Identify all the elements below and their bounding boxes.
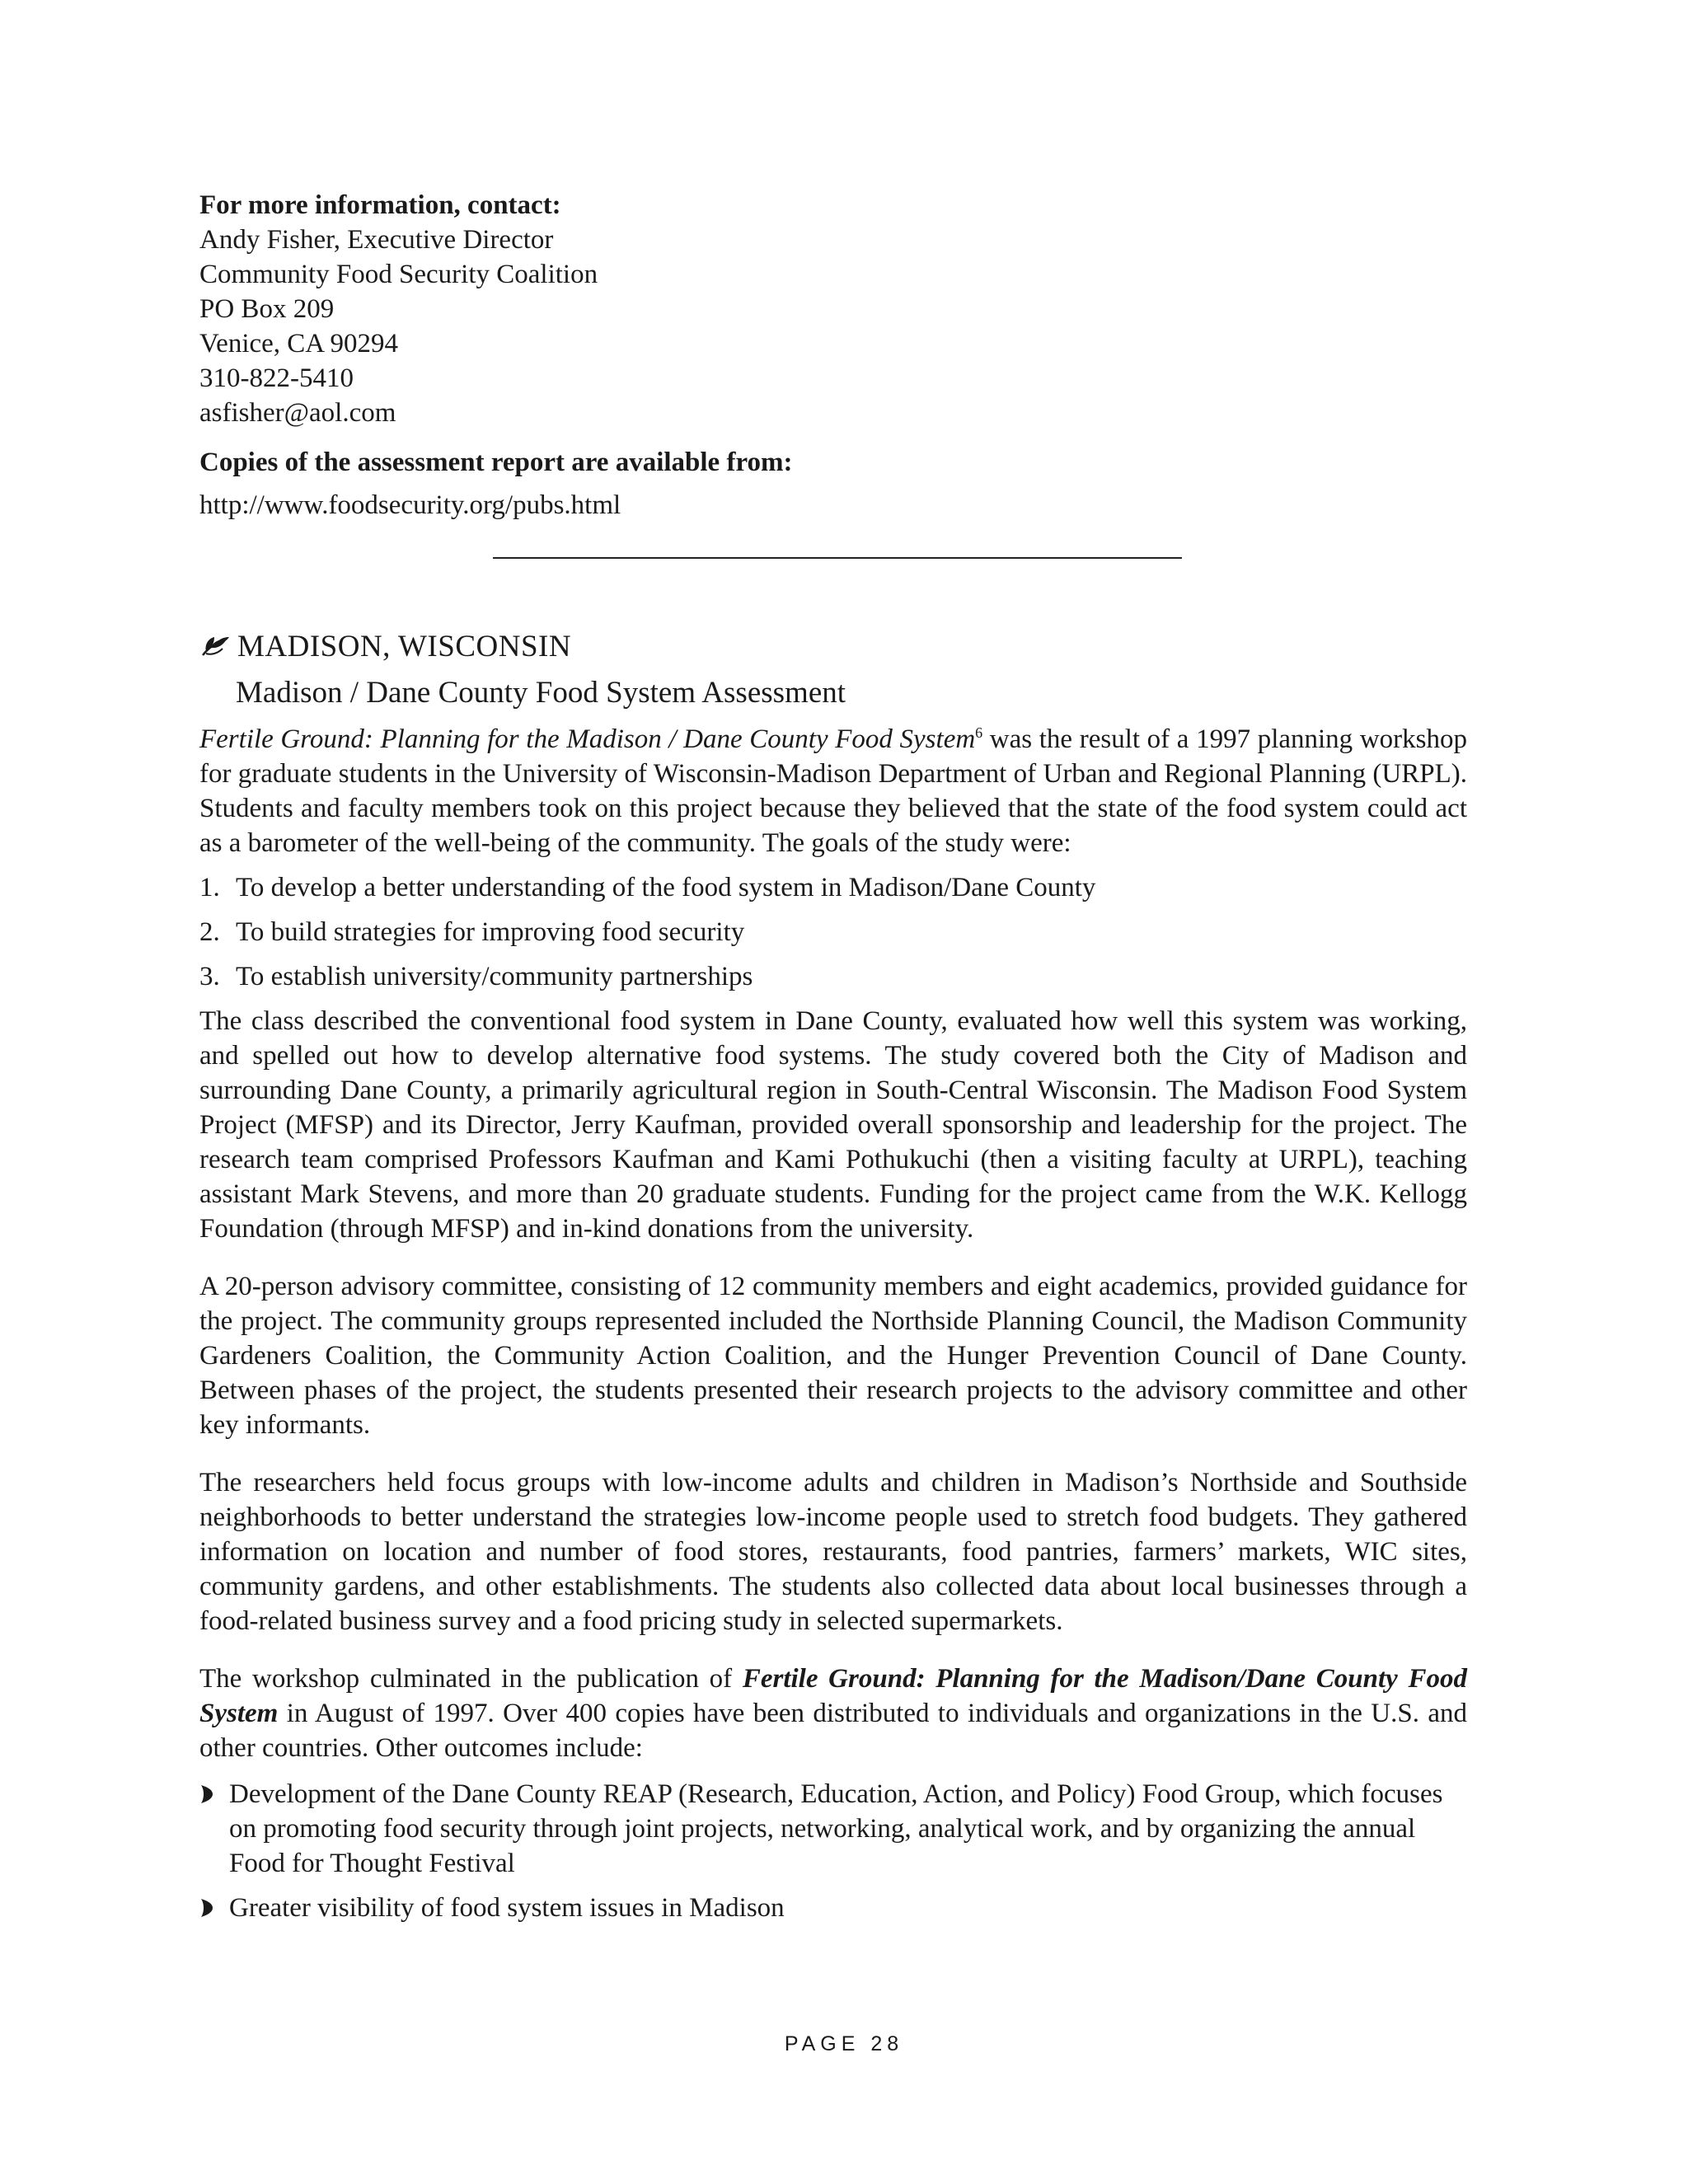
section-title — [199, 628, 1467, 666]
list-item-text: To develop a better understanding of the food system in Madison/Dane County — [236, 873, 1096, 902]
page-content — [199, 188, 1467, 1935]
section-subtitle: Madison / Dane County Food System Assessment — [236, 676, 846, 710]
contact-block — [199, 188, 1467, 430]
paragraph-outcomes-prefix: The workshop culminated in the publication of — [199, 1664, 743, 1694]
paragraph-intro-text: was the result of a 1997 planning workshop for graduate students in the University of Wisconsin-Madison Department of Urban and Regional Planning (URPL). Students and faculty members took on this project because they believed that the state of the food system could act as a barometer of the well-being of the community. The goals of the study were: — [199, 724, 1467, 858]
list-item-number: 1. — [199, 873, 220, 902]
list-item-number: 3. — [199, 962, 220, 991]
list-item — [199, 870, 1467, 905]
contact-email: asfisher@aol.com — [199, 398, 396, 428]
contact-po-box: PO Box 209 — [199, 294, 335, 324]
list-item-text: Greater visibility of food system issues in Madison — [229, 1893, 785, 1923]
paragraph-intro — [199, 722, 1467, 860]
contact-city: Venice, CA 90294 — [199, 329, 399, 359]
paragraph-focus-groups: The researchers held focus groups with low-income adults and children in Madison’s Northside and Southside neighborhoods to better understand the strategies low-income people used to stretch food budgets. They gathered information on location and number of food stores, restaurants, food pantries, farmers’ markets, WIC sites, community gardens, and other establishments. The students also collected data about local businesses through a food-related business survey and a food pricing study in selected supermarkets. — [199, 1468, 1467, 1636]
bullet-icon — [199, 1777, 229, 1881]
list-item-text: Development of the Dane County REAP (Research, Education, Action, and Policy) Food Group, which focuses on promoting food security through joint projects, networking, analytical work, and by organizing the annual Food for Thought Festival — [229, 1779, 1443, 1878]
report-title: Fertile Ground: Planning for the Madison / Dane County Food System — [199, 724, 976, 754]
list-item-text: To establish university/community partnerships — [236, 962, 753, 991]
copies-url: http://www.foodsecurity.org/pubs.html — [199, 490, 621, 520]
page-number: PAGE 28 — [784, 2032, 904, 2055]
list-item — [199, 1777, 1467, 1881]
copies-heading: Copies of the assessment report are available from: — [199, 448, 793, 477]
contact-phone: 310-822-5410 — [199, 363, 354, 393]
list-item-text: To build strategies for improving food security — [236, 917, 745, 947]
paragraph-workshop-outcomes — [199, 1661, 1467, 1765]
contact-heading: For more information, contact: — [199, 190, 561, 220]
section-divider — [493, 557, 1182, 559]
paragraph-class-description: The class described the conventional food system in Dane County, evaluated how well this system was working, and spelled out how to develop alternative food systems. The study covered both the City of Madison and surrounding Dane County, a primarily agricultural region in South-Central Wisconsin. The Madison Food System Project (MFSP) and its Director, Jerry Kaufman, provided overall sponsorship and leadership for the project. The research team comprised Professors Kaufman and Kami Pothukuchi (then a visiting faculty at URPL), teaching assistant Mark Stevens, and more than 20 graduate students. Funding for the project came from the W.K. Kellogg Foundation (through MFSP) and in-kind donations from the university. — [199, 1006, 1467, 1244]
bullet-icon — [199, 1891, 229, 1925]
list-item — [199, 1891, 1467, 1925]
leaf-icon — [199, 630, 232, 663]
contact-organization: Community Food Security Coalition — [199, 260, 598, 289]
list-item-number: 2. — [199, 917, 220, 947]
contact-name: Andy Fisher, Executive Director — [199, 225, 554, 255]
list-item — [199, 959, 1467, 994]
section-title-text: MADISON, WISCONSIN — [237, 630, 572, 663]
publication-title: Fertile Ground: Planning for the Madison/Dane County Food System — [199, 1664, 1467, 1728]
footnote-marker: 6 — [975, 724, 983, 741]
list-item — [199, 915, 1467, 949]
paragraph-outcomes-suffix: in August of 1997. Over 400 copies have been distributed to individuals and organizations in the U.S. and other countries. Other outcomes include: — [199, 1699, 1467, 1763]
paragraph-advisory-committee: A 20-person advisory committee, consisting of 12 community members and eight academics, provided guidance for the project. The community groups represented included the Northside Planning Council, the Madison Community Gardeners Coalition, the Community Action Coalition, and the Hunger Prevention Council of Dane County. Between phases of the project, the students presented their research projects to the advisory committee and other key informants. — [199, 1272, 1467, 1440]
goals-list — [199, 870, 1467, 994]
outcomes-list — [199, 1777, 1467, 1925]
